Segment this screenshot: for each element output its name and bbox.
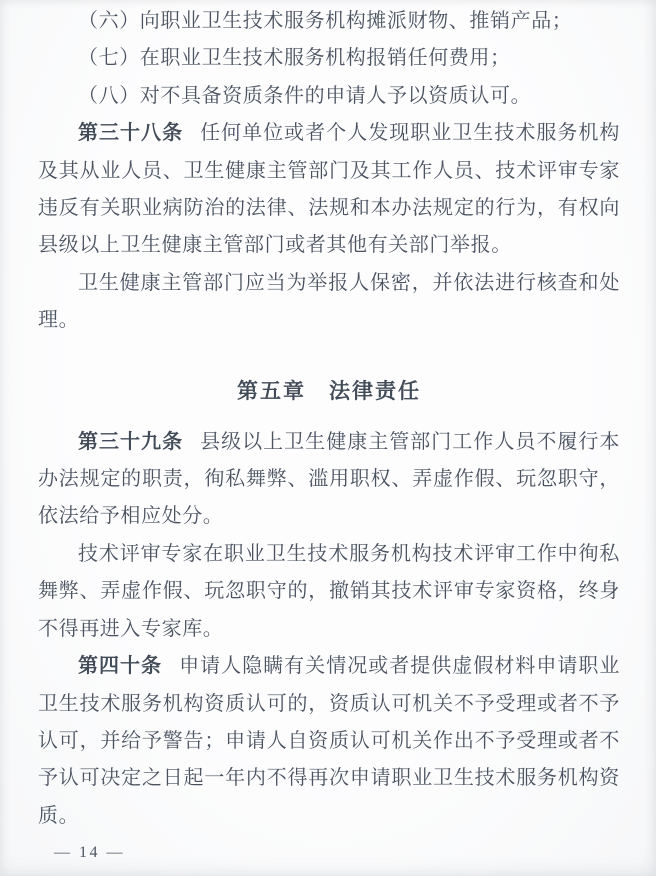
paragraph-report-secrecy: 卫生健康主管部门应当为举报人保密，并依法进行核查和处理。 <box>38 271 620 332</box>
list-item-8: （八）对不具备资质条件的申请人予以资质认可。 <box>78 84 532 107</box>
paragraph-expert-penalty: 技术评审专家在职业卫生技术服务机构技术评审工作中徇私舞弊、弄虚作假、玩忽职守的，撤销其技术评审专家资格，终身不得再进入专家库。 <box>38 542 620 640</box>
article-39-label: 第三十九条 <box>78 430 184 453</box>
article-40-text: 申请人隐瞒有关情况或者提供虚假材料申请职业卫生技术服务机构资质认可的，资质认可机关不予受理或者不予认可，并给予警告；申请人自资质认可机关作出不予受理或者不予认可决定之日起一年内不得再次申请职业卫生技术服务机构资质。 <box>38 655 620 827</box>
article-39-text: 县级以上卫生健康主管部门工作人员不履行本办法规定的职责，徇私舞弊、滥用职权、弄虚作假、玩忽职守，依法给予相应处分。 <box>38 430 621 528</box>
article-38-paragraph <box>38 115 620 265</box>
chapter-heading: 第五章 法律责任 <box>237 378 421 403</box>
page-number: — 14 — <box>54 844 125 861</box>
list-item-7: （七）在职业卫生技术服务机构报销任何费用； <box>78 47 511 70</box>
article-38-text: 任何单位或者个人发现职业卫生技术服务机构及其从业人员、卫生健康主管部门及其工作人员、技术评审专家违反有关职业病防治的法律、法规和本办法规定的行为，有权向县级以上卫生健康主管部门或者其他有关部门举报。 <box>38 122 621 257</box>
article-38-label: 第三十八条 <box>78 122 184 145</box>
article-40-paragraph <box>38 648 620 835</box>
list-item-6: （六）向职业卫生技术服务机构摊派财物、推销产品； <box>78 10 573 32</box>
article-40-label: 第四十条 <box>78 655 163 678</box>
article-39-paragraph <box>38 424 620 536</box>
